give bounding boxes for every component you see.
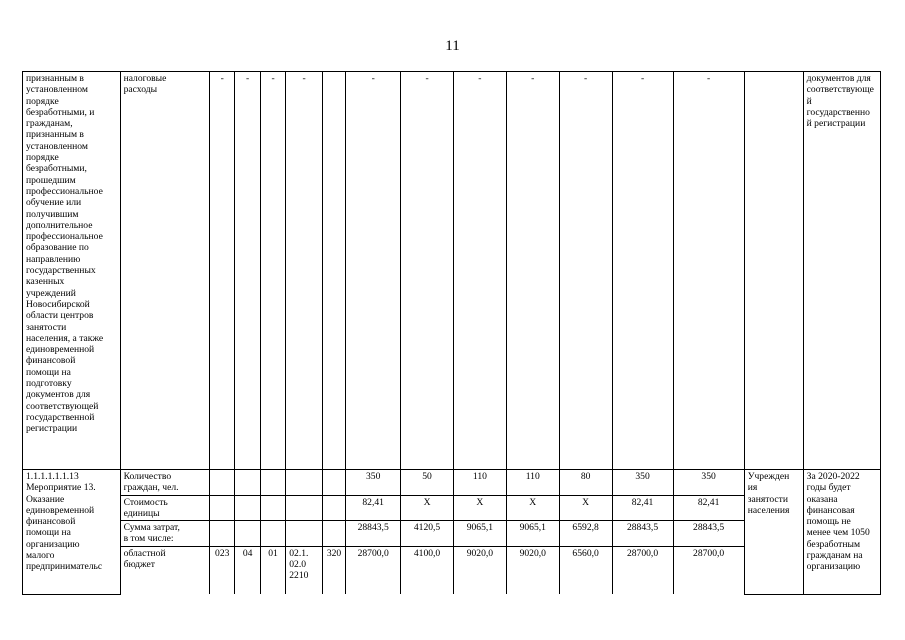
page-number: 11: [445, 38, 460, 54]
table-row-citizens-count: [23, 470, 881, 496]
value-cell: 4100,0: [401, 546, 454, 594]
code-cell: -: [235, 72, 260, 470]
event-name-continued: признанным в установленном порядке безработными, и гражданам, признанным в установленном порядке безработными, прошедшим профессиональное обучение или получившим дополнительное профессиональное образование по направлению государственных казенных учреждений Новосибирской области центров занятости населения, а также единовременной финансовой помощи на подготовку документов для соответствующей государственной регистрации: [23, 72, 121, 470]
value-cell: 4120,5: [401, 521, 454, 547]
value-cell: 350: [346, 470, 401, 496]
value-cell: 50: [401, 470, 454, 496]
code-cell: [210, 521, 235, 547]
result-cell: За 2020-2022 годы будет оказана финансовая помощь не менее чем 1050 безработным гражданам на организацию: [803, 470, 880, 595]
value-cell: 28843,5: [346, 521, 401, 547]
value-cell: 350: [673, 470, 744, 496]
code-cell: [286, 470, 323, 496]
value-cell: X: [401, 495, 454, 521]
value-cell: X: [506, 495, 559, 521]
value-cell: -: [401, 72, 454, 470]
code-cell: [235, 470, 260, 496]
value-cell: 6560,0: [559, 546, 612, 594]
value-cell: 9065,1: [453, 521, 506, 547]
value-cell: -: [612, 72, 673, 470]
code-cell: [260, 470, 285, 496]
code-cell: [322, 495, 345, 521]
code-cell: [235, 495, 260, 521]
code-cell: 04: [235, 546, 260, 594]
value-cell: -: [506, 72, 559, 470]
code-cell: -: [286, 72, 323, 470]
code-cell: [260, 521, 285, 547]
value-cell: X: [453, 495, 506, 521]
value-cell: 28843,5: [673, 521, 744, 547]
value-cell: 350: [612, 470, 673, 496]
indicator-cell: Стоимость единицы: [120, 495, 209, 521]
value-cell: -: [559, 72, 612, 470]
code-cell: 023: [210, 546, 235, 594]
code-cell: [322, 470, 345, 496]
code-cell: [235, 521, 260, 547]
value-cell: 28700,0: [673, 546, 744, 594]
indicator-cell: Сумма затрат, в том числе:: [120, 521, 209, 547]
program-events-table: [22, 71, 881, 595]
value-cell: -: [346, 72, 401, 470]
value-cell: -: [453, 72, 506, 470]
code-cell: [286, 521, 323, 547]
value-cell: 82,41: [346, 495, 401, 521]
value-cell: 80: [559, 470, 612, 496]
value-cell: 9020,0: [506, 546, 559, 594]
executor-cell: Учрежден ия занятости населения: [744, 470, 803, 595]
code-cell: [260, 495, 285, 521]
value-cell: 110: [506, 470, 559, 496]
value-cell: 9020,0: [453, 546, 506, 594]
indicator-cell: налоговые расходы: [120, 72, 209, 470]
executor-cell: [744, 72, 803, 470]
code-cell: [322, 521, 345, 547]
value-cell: X: [559, 495, 612, 521]
indicator-cell: Количество граждан, чел.: [120, 470, 209, 496]
code-cell: [322, 72, 345, 470]
code-cell: 01: [260, 546, 285, 594]
result-cell: документов для соответствующе й государственно й регистрации: [803, 72, 880, 470]
code-cell: 02.1. 02.0 2210: [286, 546, 323, 594]
value-cell: 9065,1: [506, 521, 559, 547]
value-cell: 110: [453, 470, 506, 496]
code-cell: [210, 470, 235, 496]
value-cell: 28700,0: [612, 546, 673, 594]
code-cell: 320: [322, 546, 345, 594]
value-cell: 28843,5: [612, 521, 673, 547]
event-13-name: 1.1.1.1.1.1.13 Мероприятие 13. Оказание единовременной финансовой помощи на организацию малого предпринимательс: [23, 470, 121, 595]
code-cell: [286, 495, 323, 521]
value-cell: 28700,0: [346, 546, 401, 594]
value-cell: 82,41: [673, 495, 744, 521]
table-row-tax-expenses: [23, 72, 881, 470]
value-cell: -: [673, 72, 744, 470]
indicator-cell: областной бюджет: [120, 546, 209, 594]
code-cell: -: [260, 72, 285, 470]
code-cell: [210, 495, 235, 521]
value-cell: 6592,8: [559, 521, 612, 547]
value-cell: 82,41: [612, 495, 673, 521]
code-cell: -: [210, 72, 235, 470]
